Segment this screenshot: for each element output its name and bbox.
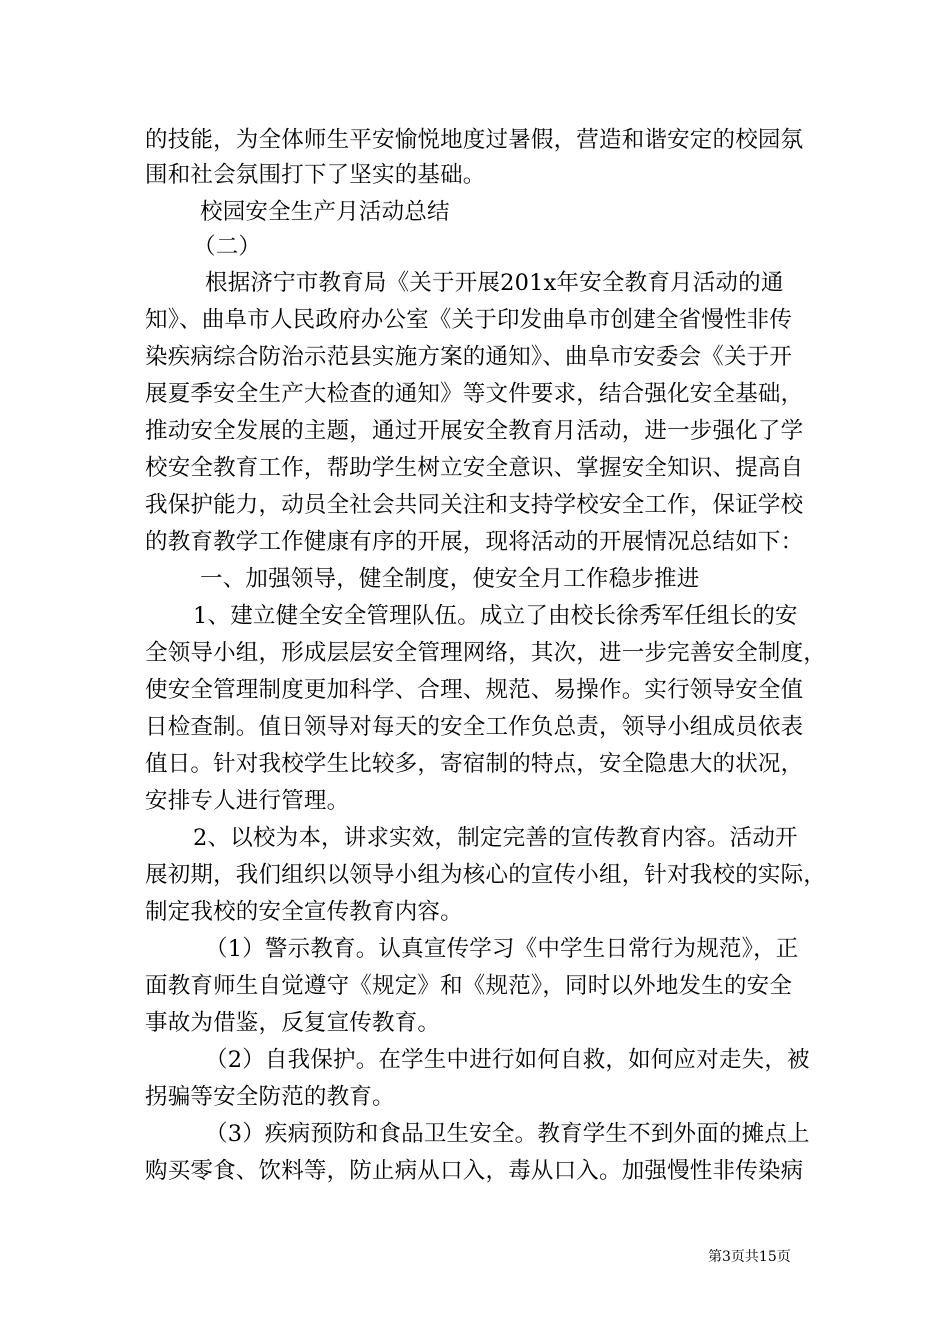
text-line: 面教育师生自觉遵守《规定》和《规范》，同时以外地发生的安全 xyxy=(145,973,793,999)
text-line: 全领导小组，形成层层安全管理网络，其次，进一步完善安全制度， xyxy=(145,640,827,666)
text-line: 购买零食、饮料等，防止病从口入，毒从口入。加强慢性非传染病 xyxy=(145,1158,804,1184)
text-line: 2、以校为本，讲求实效，制定完善的宣传教育内容。活动开 xyxy=(193,825,798,851)
text-line: 展夏季安全生产大检查的通知》等文件要求，结合强化安全基础， xyxy=(145,381,804,407)
text-line: 推动安全发展的主题，通过开展安全教育月活动，进一步强化了学 xyxy=(145,418,804,444)
text-line: 1、建立健全安全管理队伍。成立了由校长徐秀军任组长的安 xyxy=(193,603,798,629)
text-line: 值日。针对我校学生比较多，寄宿制的特点，安全隐患大的状况， xyxy=(145,751,804,777)
text-line: 校安全教育工作，帮助学生树立安全意识、掌握安全知识、提高自 xyxy=(145,455,804,481)
text-line: 根据济宁市教育局《关于开展201x年安全教育月活动的通 xyxy=(205,270,784,296)
text-line: 拐骗等安全防范的教育。 xyxy=(145,1084,395,1110)
text-line: （1）警示教育。认真宣传学习《中学生日常行为规范》，正 xyxy=(205,936,799,962)
section-title: 校园安全生产月活动总结 xyxy=(200,199,450,225)
page-number-footer: 第3页共15页 xyxy=(708,1249,791,1265)
text-line: （2）自我保护。在学生中进行如何自救，如何应对走失，被 xyxy=(205,1047,810,1073)
text-line: 染疾病综合防治示范县实施方案的通知》、曲阜市安委会《关于开 xyxy=(145,344,793,370)
text-line: 使安全管理制度更加科学、合理、规范、易操作。实行领导安全值 xyxy=(145,677,804,703)
text-line: 的技能，为全体师生平安愉悦地度过暑假，营造和谐安定的校园氛 xyxy=(145,127,804,153)
text-line: 事故为借鉴，反复宣传教育。 xyxy=(145,1010,441,1036)
section-subtitle: （二） xyxy=(193,234,262,260)
text-line: 的教育教学工作健康有序的开展，现将活动的开展情况总结如下： xyxy=(145,529,804,555)
heading-line: 一、加强领导，健全制度，使安全月工作稳步推进 xyxy=(200,566,700,592)
text-line: 展初期，我们组织以领导小组为核心的宣传小组，针对我校的实际， xyxy=(145,862,827,888)
text-line: 安排专人进行管理。 xyxy=(145,788,350,814)
text-line: （3）疾病预防和食品卫生安全。教育学生不到外面的摊点上 xyxy=(205,1121,810,1147)
text-line: 围和社会氛围打下了坚实的基础。 xyxy=(145,162,486,188)
text-line: 日检查制。值日领导对每天的安全工作负总责，领导小组成员依表 xyxy=(145,714,804,740)
text-line: 知》、曲阜市人民政府办公室《关于印发曲阜市创建全省慢性非传 xyxy=(145,307,793,333)
text-line: 制定我校的安全宣传教育内容。 xyxy=(145,899,463,925)
text-line: 我保护能力，动员全社会共同关注和支持学校安全工作，保证学校 xyxy=(145,492,804,518)
